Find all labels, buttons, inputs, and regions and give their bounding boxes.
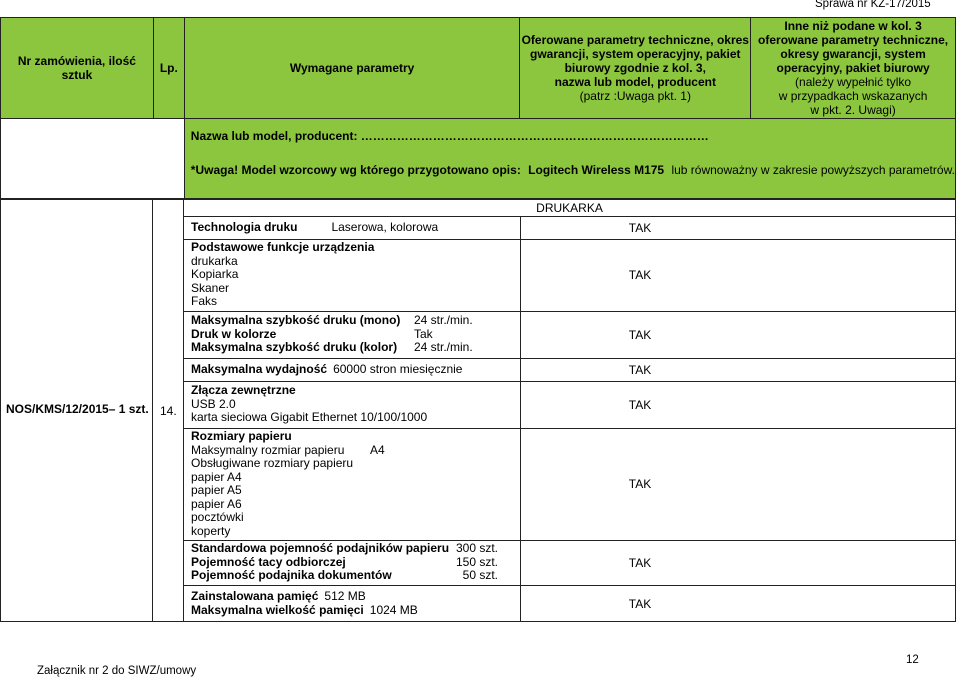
spec-text: Maksymalny rozmiar papieru: [191, 442, 345, 457]
spec-line: [191, 542, 517, 556]
spec-line: [191, 268, 517, 282]
spec-value-tak: TAK: [628, 327, 652, 342]
spec-line: [191, 398, 517, 412]
spec-text: 512 MB: [324, 589, 366, 603]
spec-line: [191, 444, 517, 458]
spec-line: [191, 457, 517, 471]
spec-line: [191, 384, 517, 398]
spec-row: [191, 314, 517, 355]
spec-label: Maksymalna szybkość druku (mono): [191, 313, 401, 328]
spec-line: [191, 341, 517, 355]
top-right-case-number: Sprawa nr KZ-17/2015: [815, 0, 931, 10]
spec-label: Maksymalna wydajność: [191, 361, 328, 376]
spec-text: Skaner: [191, 280, 230, 295]
spec-value: 300 szt.: [455, 541, 498, 556]
spec-text: papier A4: [191, 469, 242, 484]
model-row: [1, 119, 956, 199]
spec-line: [191, 411, 517, 425]
spec-row: [191, 221, 517, 235]
spec-line: [191, 221, 517, 235]
spec-line: [191, 241, 517, 255]
spec-line: [191, 569, 517, 583]
spec-value-tak: TAK: [628, 477, 652, 491]
footer-attachment: Załącznik nr 2 do SIWZ/umowy: [37, 665, 197, 677]
spec-line: [191, 511, 517, 525]
header-other-params: [751, 18, 956, 119]
header-lp: Lp.: [153, 18, 184, 119]
spec-label: Druk w kolorze: [191, 326, 277, 341]
spec-line: [191, 430, 517, 444]
spec-value: 150 szt.: [455, 554, 498, 569]
spec-line: [191, 471, 517, 485]
header-line: (należy wypełnić tylko: [795, 75, 912, 89]
note-suffix: lub równoważny w zakresie powyższych parametrów.: [671, 163, 955, 177]
spec-text: papier A6: [191, 496, 242, 511]
spec-line: [191, 363, 517, 377]
header-line: biurowy zgodnie z kol. 3,: [564, 61, 706, 75]
spec-line: [191, 498, 517, 512]
header-line: w przypadkach wskazanych: [778, 89, 928, 103]
spec-text: pocztówki: [191, 510, 244, 524]
spec-value: 50 szt.: [462, 568, 498, 583]
spec-text: 24 str./min.: [414, 340, 473, 355]
spec-text: koperty: [191, 523, 231, 538]
spec-text: Tak: [414, 326, 433, 341]
spec-value-tak: TAK: [628, 596, 652, 611]
spec-value-tak: TAK: [628, 268, 652, 282]
header-required-params: Wymagane parametry: [184, 18, 520, 119]
spec-label: Podstawowe funkcje urządzenia: [191, 240, 375, 255]
spec-row: [191, 384, 517, 425]
spec-value-tak: TAK: [628, 362, 652, 377]
spec-line: [191, 556, 517, 570]
note-model: Logitech Wireless M175: [528, 163, 665, 177]
header-offered-params: [520, 18, 751, 119]
spec-value: A4: [370, 442, 385, 457]
header-line: w pkt. 2. Uwagi): [810, 103, 896, 117]
spec-text: Kopiarka: [191, 267, 239, 282]
header-line: oferowane parametry techniczne,: [758, 33, 949, 47]
spec-label: Maksymalna wielkość pamięci: [191, 602, 364, 617]
spec-line: [191, 314, 517, 328]
spec-row: [191, 241, 517, 309]
spec-value-tak: TAK: [628, 555, 652, 570]
spec-line: [191, 295, 517, 309]
spec-line: [191, 590, 517, 604]
spec-label: Pojemność podajnika dokumentów: [191, 568, 392, 583]
header-order-number: Nr zamówienia, ilość sztuk: [1, 18, 154, 119]
item-lp: 14.: [160, 404, 177, 418]
spec-text: Obsługiwane rozmiary papieru: [191, 456, 354, 470]
spec-line: [191, 525, 517, 539]
spec-label: Złącza zewnętrzne: [191, 383, 296, 398]
spec-text: Laserowa, kolorowa: [331, 219, 439, 234]
spec-label: Pojemność tacy odbiorczej: [191, 554, 346, 569]
model-name-label: Nazwa lub model, producent: ……………………………………………………………………………: [190, 129, 709, 143]
header-line: gwarancji, system operacyjny, pakiet: [530, 47, 741, 61]
spec-text: karta sieciowa Gigabit Ethernet 10/100/1000: [191, 410, 428, 425]
header-line: okresy gwarancji, system: [780, 47, 926, 61]
spec-label: Standardowa pojemność podajników papieru: [191, 541, 450, 556]
item-order-number: NOS/KMS/12/2015– 1 szt.: [6, 402, 149, 416]
spec-text: 24 str./min.: [414, 313, 473, 328]
spec-text: 1024 MB: [369, 602, 418, 617]
spec-label: Maksymalna szybkość druku (kolor): [191, 340, 398, 355]
spec-row: [191, 430, 517, 538]
spec-line: [191, 282, 517, 296]
section-title: DRUKARKA: [536, 201, 603, 215]
spec-label: Technologia druku: [191, 219, 298, 234]
header-line: nazwa lub model, producent: [554, 75, 716, 89]
spec-value-tak: TAK: [628, 220, 652, 235]
header-line: Inne niż podane w kol. 3: [784, 19, 922, 33]
spec-text: 60000 stron miesięcznie: [333, 361, 463, 376]
header-line: (patrz :Uwaga pkt. 1): [579, 89, 691, 103]
header-line: Oferowane parametry techniczne, okres: [521, 33, 749, 47]
spec-row: [191, 363, 517, 377]
spec-text: drukarka: [191, 253, 238, 268]
spec-text: USB 2.0: [191, 396, 236, 411]
spec-line: [191, 484, 517, 498]
spec-line: [191, 604, 517, 618]
model-note: [191, 163, 955, 177]
spec-line: [191, 328, 517, 342]
spec-value-tak: TAK: [628, 397, 652, 412]
spec-label: Zainstalowana pamięć: [191, 589, 319, 603]
spec-text: Faks: [191, 294, 218, 309]
spec-table: [0, 17, 956, 199]
note-prefix: *Uwaga! Model wzorcowy wg którego przygotowano opis:: [190, 163, 521, 177]
spec-row: [191, 542, 517, 583]
page-number: 12: [906, 654, 919, 666]
spec-label: Rozmiary papieru: [191, 429, 292, 443]
spec-line: [191, 255, 517, 269]
spec-row: [191, 590, 517, 617]
spec-text: papier A5: [191, 483, 242, 497]
header-line: operacyjny, pakiet biurowy: [776, 61, 930, 75]
table-header-row: [1, 18, 956, 119]
